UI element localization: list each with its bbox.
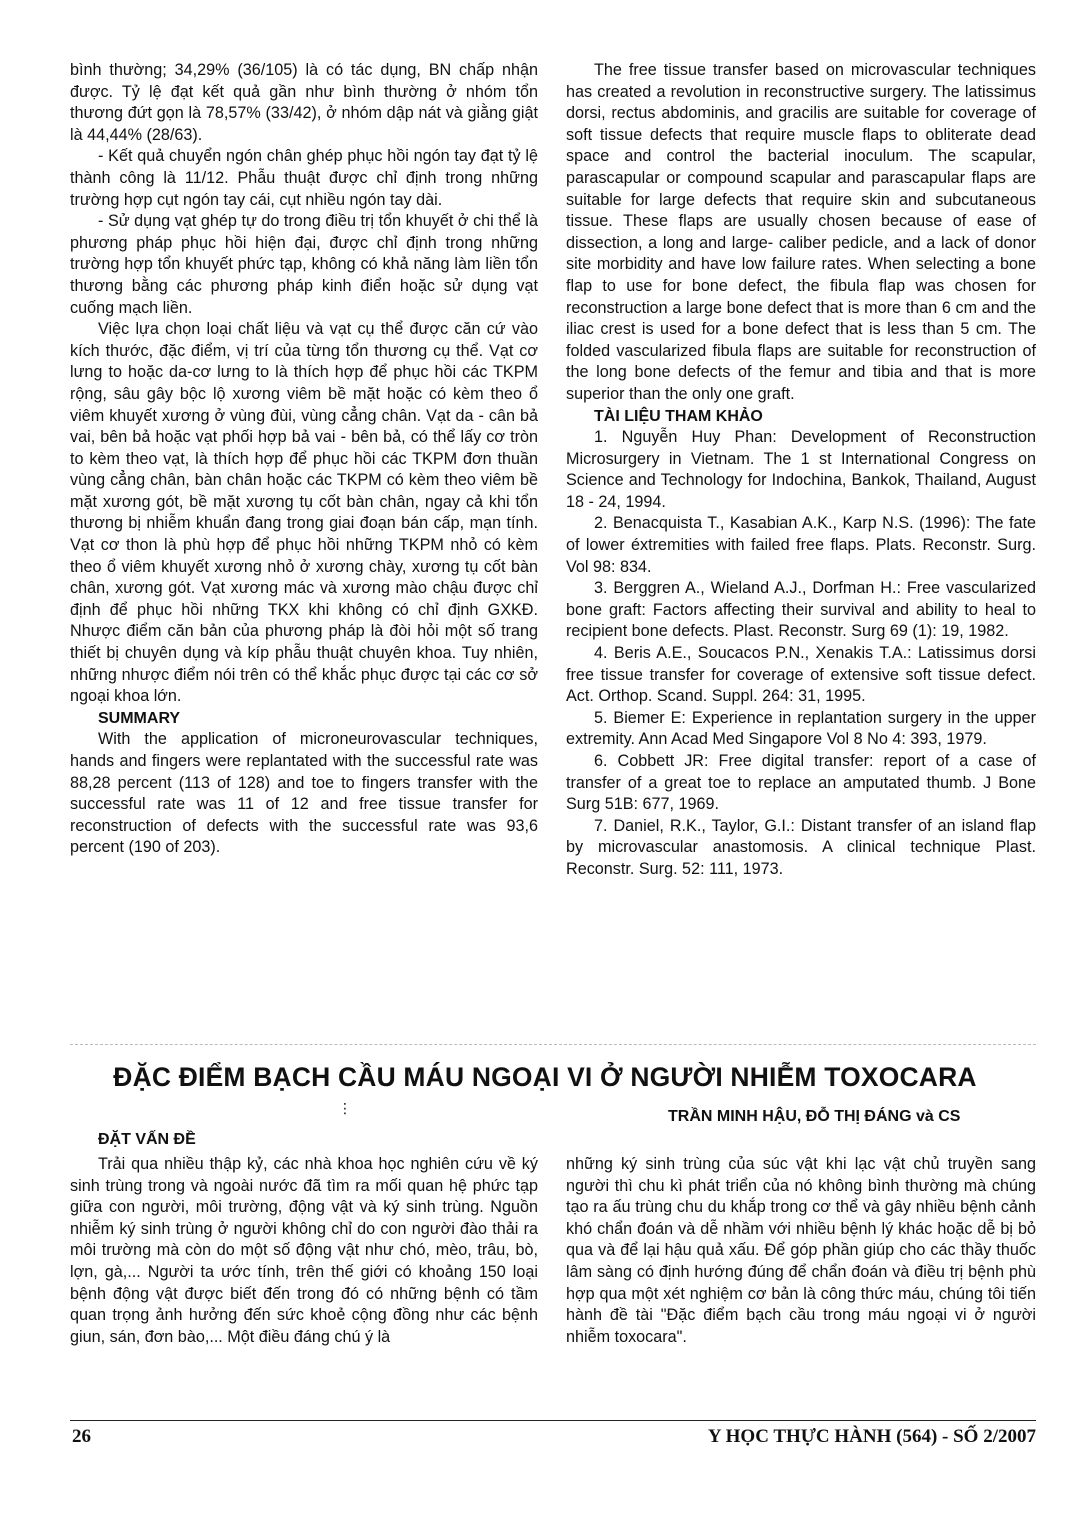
reference-item: 2. Benacquista T., Kasabian A.K., Karp N.S. (1996): The fate of lower éxtremities with failed free flaps. Plats. Reconstr. Surg. Vol 98: 834. <box>566 514 1036 576</box>
reference-list <box>566 427 1036 880</box>
paragraph: - Sử dụng vạt ghép tự do trong điều trị tổn khuyết ở chi thể là phương pháp phục hồi hiện đại, được chỉ định trong những trường hợp tổn khuyết phức tạp, không có khả năng làm liền tổn thương bằng các phương pháp kinh điển hoặc sử dụng vạt cuống mạch liền. <box>70 212 538 317</box>
references-heading: TÀI LIỆU THAM KHẢO <box>594 407 763 425</box>
reference-item: 6. Cobbett JR: Free digital transfer: report of a case of transfer of a great toe to replace an amputated thumb. J Bone Surg 51B: 677, 1969. <box>566 752 1036 814</box>
summary-text: With the application of microneurovascular techniques, hands and fingers were replantated with the successful rate was 88,28 percent (113 of 128) and toe to fingers transfer with the successful rate was 11 of 12 and free tissue transfer for reconstruction of defects with the successful rate was 93,6 percent (190 of 203). <box>70 730 538 857</box>
paragraph: bình thường; 34,29% (36/105) là có tác dụng, BN chấp nhận được. Tỷ lệ đạt kết quả gần như bình thường ở nhóm tổn thương đứt gọn là 78,57% (33/42), ở nhóm dập nát và giằng giật là 44,44% (28/63). <box>70 61 538 144</box>
intro-heading: ĐẶT VẤN ĐỀ <box>98 1131 196 1148</box>
reference-item: 7. Daniel, R.K., Taylor, G.I.: Distant transfer of an island flap by microvascular anastomosis. A clinical technique Plast. Reconstr. Surg. 52: 111, 1973. <box>566 816 1036 878</box>
article-title: ĐẶC ĐIỂM BẠCH CẦU MÁU NGOẠI VI Ở NGƯỜI NHIỄM TOXOCARA <box>113 1062 977 1092</box>
intro-right-text: những ký sinh trùng của súc vật khi lạc vật chủ truyền sang người thì chu kì phát triển của nó không bình thường mà chúng tạo ra ấu trùng chu du khắp trong cơ thể và gây nhiều bệnh cảnh khó chẩn đoán và dễ nhầm với nhiều bệnh lý khác hoặc dễ bị bỏ qua và để lại hậu quả xấu. Để góp phần giúp cho các thầy thuốc lâm sàng có định hướng đúng để chẩn đoán và điều trị bệnh phù hợp qua một xét nghiệm cơ bản là công thức máu, chúng tôi tiến hành đề tài "Đặc điểm bạch cầu trong máu ngoại vi ở người nhiễm toxocara". <box>566 1155 1036 1346</box>
reference-item: 5. Biemer E: Experience in replantation surgery in the upper extremity. Ann Acad Med Singapore Vol 8 No 4: 393, 1979. <box>566 708 1036 749</box>
bottom-left-column <box>70 1154 538 1348</box>
summary-continued: The free tissue transfer based on microvascular techniques has created a revolution in reconstructive surgery. The latissimus dorsi, rectus abdominis, and gracilis are suitable for coverage of soft tissue defects that require muscle flaps to obliterate dead space and control the bacterial inoculum. The scapular, parascapular or compound scapular and parascapular flaps are suitable for large defects that require skin and subcutaneous tissue. These flaps are usually chosen because of ease of dissection, a long and large- caliber pedicle, and a lack of donor site morbidity and have low failure rates. When selecting a bone flap to use for bone defect, the fibula flap was chosen for reconstruction a large bone defect that is more than 6 cm and the iliac crest is used for a bone defect that is less than 5 cm. The folded vascularized fibula flaps are suitable for reconstruction of the long bone defects of the femur and tibia and that is more superior than the only one graft. <box>566 61 1036 403</box>
top-left-column <box>70 60 538 859</box>
top-right-column <box>566 60 1036 881</box>
page-number: 26 <box>72 1426 91 1447</box>
intro-left-text: Trải qua nhiều thập kỷ, các nhà khoa học nghiên cứu về ký sinh trùng trong và ngoài nước đã tìm ra mối quan hệ phức tạp giữa con người, môi trường, động vật và ký sinh trùng. Nguồn nhiễm ký sinh trùng ở người không chỉ do con người đào thải ra môi trường mà còn do một số động vật như chó, mèo, trâu, bò, lợn, gà,... Người ta ước tính, trên thế giới có khoảng 150 loại bệnh động vật được biết đến trong đó có những bệnh có tầm quan trọng ảnh hưởng đến sức khoẻ cộng đồng như các bệnh giun, sán, đơn bào,... Một điều đáng chú ý là <box>70 1155 538 1346</box>
reference-item: 3. Berggren A., Wieland A.J., Dorfman H.: Free vascularized bone graft: Factors affecting their survival and ability to heal to recipient bone defects. Plast. Reconstr. Surg 69 (1): 19, 1982. <box>566 579 1036 641</box>
bottom-right-column <box>566 1154 1036 1348</box>
print-mark: ⋮ <box>338 1100 352 1116</box>
summary-heading: SUMMARY <box>98 709 181 727</box>
section-divider <box>70 1044 1036 1045</box>
paragraph: Việc lựa chọn loại chất liệu và vạt cụ thể được căn cứ vào kích thước, đặc điểm, vị trí của từng tổn thương cụ thể. Vạt cơ lưng to hoặc da-cơ lưng to là thích hợp để phục hồi các TKPM rộng, sâu gây bộc lộ xương viêm bề mặt hoặc có kèm theo ổ viêm khuyết xương ở vùng đùi, vùng cẳng chân. Vạt da - cân bả vai, bên bả hoặc vạt phối hợp bả vai - bên bả, có thể lấy cơ tròn to kèm theo vạt, là thích hợp để phục hồi các TKPM đơn thuần vùng cẳng chân, bàn chân hoặc các TKPM có kèm theo viêm bề mặt xương gót, bề mặt xương tụ cốt bàn chân, ngay cả khi tổn thương bị nhiễm khuẩn đang trong giai đoạn bán cấp, mạn tính. Vạt cơ thon là phù hợp để phục hồi những TKPM nhỏ có kèm theo ổ viêm khuyết xương nhỏ ở xương chày, xương tụ cốt bàn chân, xương gót. Vạt xương mác và xương mào chậu được chỉ định để phục hồi những TKX khi không có chỉ định GXKĐ. Nhược điểm căn bản của phương pháp là đòi hỏi một số trang thiết bị chuyên dụng và kíp phẫu thuật chuyên khoa. Tuy nhiên, những nhược điểm nói trên có thể khắc phục được tại các cơ sở ngoại khoa lớn. <box>70 320 538 706</box>
journal-name: Y HỌC THỰC HÀNH (564) - SỐ 2/2007 <box>707 1426 1036 1447</box>
reference-item: 4. Beris A.E., Soucacos P.N., Xenakis T.A.: Latissimus dorsi free tissue transfer for coverage of extensive soft tissue defect. Act. Orthop. Scand. Suppl. 264: 31, 1995. <box>566 644 1036 706</box>
paragraph: - Kết quả chuyển ngón chân ghép phục hồi ngón tay đạt tỷ lệ thành công là 11/12. Phẫu thuật được chỉ định trong những trường hợp cụt ngón tay cái, cụt nhiều ngón tay dài. <box>70 147 538 209</box>
reference-item: 1. Nguyễn Huy Phan: Development of Reconstruction Microsurgery in Vietnam. The 1 st International Congress on Science and Technology for Indochina, Bankok, Thailand, August 18 - 24, 1994. <box>566 428 1036 511</box>
article-authors: TRẦN MINH HẬU, ĐỖ THỊ ĐÁNG và CS <box>668 1108 961 1125</box>
footer-rule <box>70 1420 1036 1421</box>
